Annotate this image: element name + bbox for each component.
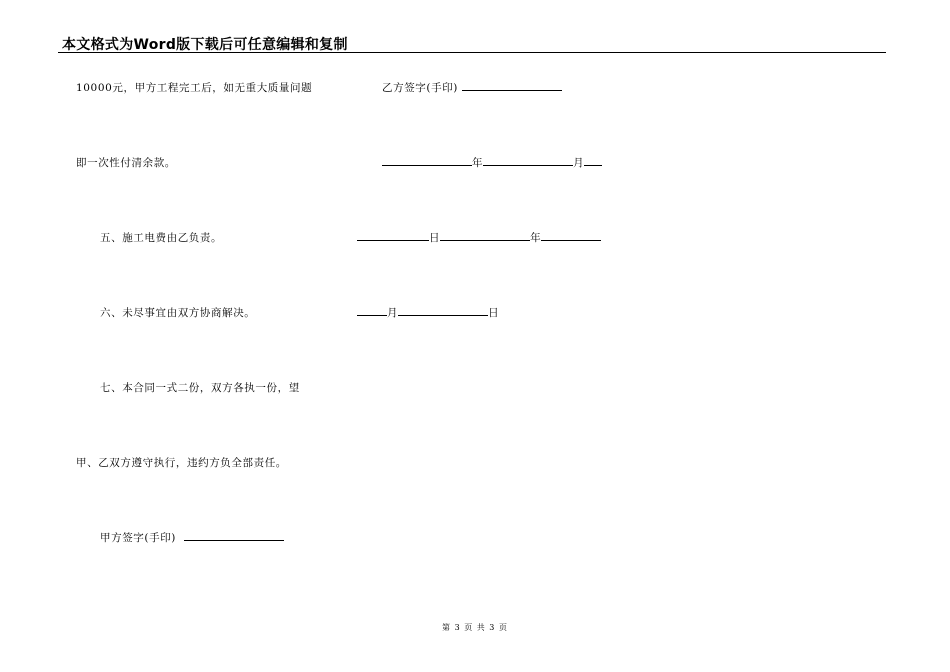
party-a-date-line	[382, 155, 602, 170]
month-blank	[483, 156, 573, 166]
month-blank-2	[541, 231, 601, 241]
year-label: 年	[472, 157, 484, 169]
blank-3b	[398, 306, 488, 316]
party-a-signature-line	[100, 530, 284, 545]
party-a-signature-label: 甲方签字(手印)	[100, 532, 176, 544]
month-label-3: 月	[387, 307, 399, 319]
party-b-signature-label: 乙方签字(手印)	[382, 82, 458, 94]
party-b-signature-blank	[462, 81, 562, 91]
contract-text-line-2: 即一次性付清余款。	[76, 157, 176, 169]
date-line-3	[357, 305, 499, 320]
page-footer: 第 3 页 共 3 页	[442, 623, 508, 632]
day-blank-2	[357, 231, 429, 241]
day-label-3: 日	[488, 307, 500, 319]
document-header-title: 本文格式为Word版下载后可任意编辑和复制	[62, 37, 348, 53]
blank-3a	[357, 306, 387, 316]
year-label-2: 年	[530, 232, 542, 244]
party-b-signature-line	[382, 80, 562, 95]
contract-text-line-6: 甲、乙双方遵守执行，违约方负全部责任。	[76, 457, 287, 469]
month-label: 月	[573, 157, 585, 169]
contract-clause-7: 七、本合同一式二份，双方各执一份，望	[100, 382, 300, 394]
contract-text-line-1: 10000元，甲方工程完工后，如无重大质量问题	[76, 82, 313, 94]
day-blank	[584, 156, 602, 166]
year-blank-2	[440, 231, 530, 241]
day-label: 日	[429, 232, 441, 244]
header-divider	[58, 52, 886, 53]
date-line-2	[357, 230, 601, 245]
contract-clause-5: 五、施工电费由乙负责。	[100, 232, 223, 244]
year-blank	[382, 156, 472, 166]
contract-clause-6: 六、未尽事宜由双方协商解决。	[100, 307, 256, 319]
party-a-signature-blank	[184, 531, 284, 541]
